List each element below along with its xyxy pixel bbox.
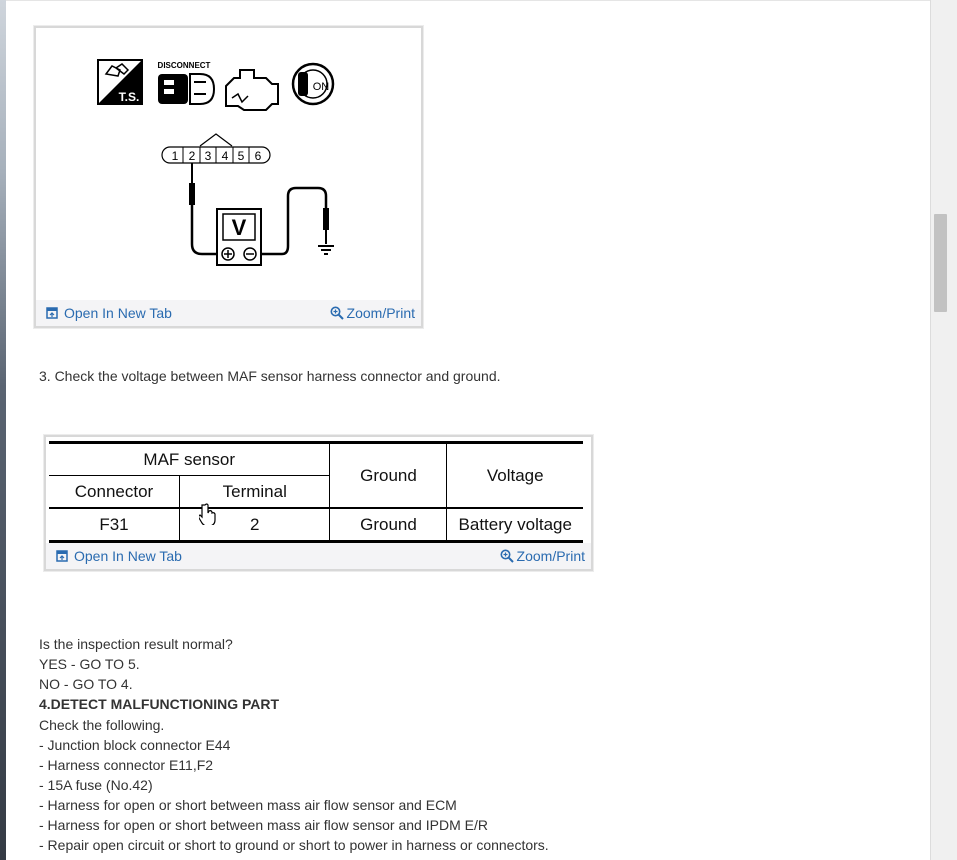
pin-4: 4 [221,149,229,163]
check-item-5: - Harness for open or short between mass air flow sensor and IPDM E/R [39,817,488,833]
engine-icon [226,70,278,110]
connector-cell: F31 [99,514,129,534]
voltage-spec-figure [44,435,593,571]
ground-wire [261,188,329,254]
voltage-spec-table [49,441,583,543]
yes-result: YES - GO TO 5. [39,656,140,672]
pin-2: 2 [188,149,196,163]
top-divider [6,0,930,1]
new-tab-icon [56,550,68,562]
voltage-cell: Battery voltage [447,508,583,542]
voltmeter-label: V [231,215,247,240]
ground-symbol [318,246,334,254]
table-zoom-print-link[interactable] [500,548,585,564]
table-toolbar [46,543,591,569]
inspection-question: Is the inspection result normal? [39,636,233,652]
zoom-icon [500,549,514,563]
disconnect-icon-label: DISCONNECT [157,61,211,70]
harness-connector [162,134,270,163]
scrollbar-thumb[interactable] [934,214,947,312]
zoom-icon [330,306,344,320]
ground-header: Ground [330,443,447,509]
pin-6: 6 [254,149,262,163]
wiring-diagram-figure [34,26,423,328]
open-in-new-tab-label: Open In New Tab [64,305,172,321]
ts-icon [98,60,142,104]
table-zoom-print-label: Zoom/Print [516,548,585,564]
table-open-in-new-tab-label: Open In New Tab [74,548,182,564]
voltmeter [217,209,261,265]
connector-header: Connector [74,481,154,501]
check-item-4: - Harness for open or short between mass air flow sensor and ECM [39,797,457,813]
voltage-header: Voltage [447,443,583,509]
vertical-scrollbar[interactable] [930,0,957,860]
pin-1: 1 [171,149,179,163]
ignition-on-label: ON [312,81,330,93]
hand-pointer-cursor-icon [199,503,217,525]
check-item-1: - Junction block connector E44 [39,737,231,753]
scrollbar-rail [930,0,931,860]
pin-3: 3 [204,149,212,163]
disconnect-icon [158,61,214,104]
table-open-in-new-tab-link[interactable] [56,548,182,564]
check-item-3: - 15A fuse (No.42) [39,777,153,793]
pin-5: 5 [237,149,245,163]
maf-sensor-header: MAF sensor [49,443,330,476]
step-3-instruction: 3. Check the voltage between MAF sensor harness connector and ground. [39,368,501,384]
ground-cell: Ground [330,508,447,542]
zoom-print-link[interactable] [330,305,415,321]
check-instruction: Check the following. [39,717,165,733]
repair-instruction: - Repair open circuit or short to ground or short to power in harness or connectors. [39,837,549,853]
figure-toolbar [36,300,421,326]
terminal-cell: 2 [180,508,330,542]
terminal-header: Terminal [180,476,330,509]
zoom-print-label: Zoom/Print [346,305,415,321]
probe-wire [189,163,218,254]
voltage-check-diagram [36,28,421,300]
ignition-on-icon [293,64,333,104]
step-4-heading: 4.DETECT MALFUNCTIONING PART [39,696,280,712]
open-in-new-tab-link[interactable] [46,305,172,321]
check-item-2: - Harness connector E11,F2 [39,757,214,773]
ts-icon-label: T.S. [118,90,140,104]
new-tab-icon [46,307,58,319]
no-result: NO - GO TO 4. [39,676,133,692]
